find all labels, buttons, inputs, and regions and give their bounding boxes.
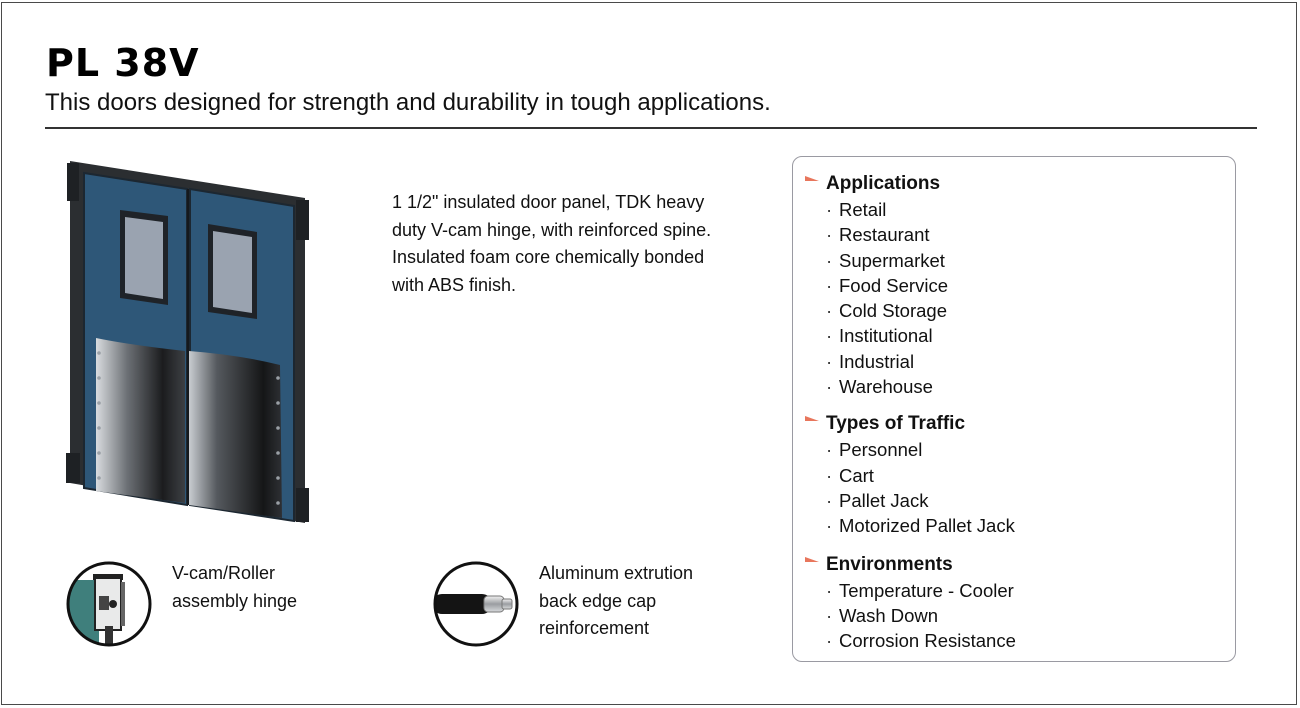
feature-hinge [65, 560, 392, 648]
list-item: · Motorized Pallet Jack [826, 515, 1015, 537]
list-item: · Cold Storage [826, 300, 947, 322]
specifications-box [792, 156, 1236, 662]
page-subtitle: This doors designed for strength and durability in tough applications. [45, 89, 771, 116]
page-frame [1, 2, 1297, 705]
applications-heading-text: Applications [826, 173, 941, 194]
traffic-section [793, 411, 1235, 538]
environments-list [793, 578, 1235, 654]
feature-edge-cap [432, 560, 759, 648]
traffic-heading [793, 411, 1235, 437]
traffic-list [793, 437, 1235, 538]
list-item: · Wash Down [826, 604, 939, 626]
hinge-icon [65, 560, 153, 648]
list-item: · Industrial [826, 350, 915, 372]
environments-heading [793, 552, 1235, 578]
applications-list [793, 197, 1235, 399]
feature-hinge-label: V-cam/Roller assembly hinge [172, 563, 298, 611]
list-item: · Food Service [826, 274, 948, 296]
title-divider [45, 127, 1257, 129]
list-item: · Warehouse [826, 376, 933, 398]
product-description: 1 1/2" insulated door panel, TDK heavy duty V-cam hinge, with reinforced spine. Insulated foam core chemically bonded with ABS finish. [392, 192, 712, 295]
double-door-illustration [60, 153, 320, 528]
list-item: · Institutional [826, 325, 933, 347]
list-item: · Cart [826, 464, 874, 486]
edge-cap-icon [432, 560, 520, 648]
arrow-bullet-icon [805, 416, 819, 426]
list-item: · Restaurant [826, 224, 930, 246]
applications-section [793, 171, 1235, 399]
arrow-bullet-icon [805, 176, 819, 186]
feature-edge-cap-label: Aluminum extrution back edge cap reinforcement [539, 563, 694, 638]
list-item: · Retail [826, 199, 887, 220]
environments-heading-text: Environments [826, 553, 953, 575]
traffic-heading-text: Types of Traffic [826, 413, 966, 435]
list-item: · Pallet Jack [826, 489, 929, 511]
applications-heading [793, 171, 1235, 197]
environments-section [793, 552, 1235, 654]
list-item: · Corrosion Resistance [826, 630, 1016, 652]
list-item: · Supermarket [826, 249, 945, 271]
page-title: PL 38V [46, 41, 200, 85]
list-item: · Temperature - Cooler [826, 579, 1014, 601]
arrow-bullet-icon [805, 557, 819, 567]
list-item: · Personnel [826, 439, 923, 461]
